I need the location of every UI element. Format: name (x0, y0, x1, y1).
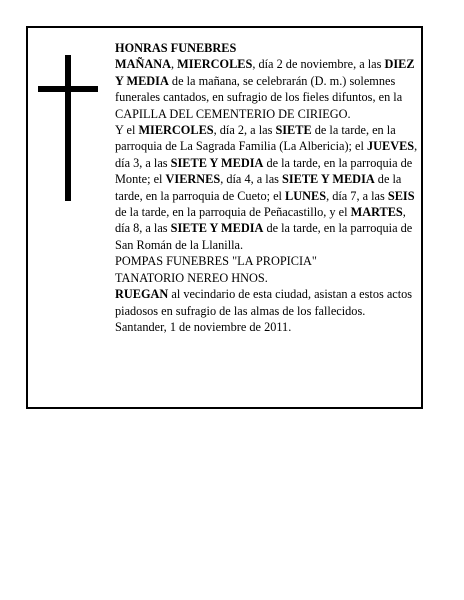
venue-line: CAPILLA DEL CEMENTERIO DE CIRIEGO. (115, 106, 351, 121)
request-paragraph: RUEGAN al vecindario de esta ciudad, asistan a estos actos piadosos en sufragio de las almas de los fallecidos. (115, 287, 413, 318)
funeral-home-line: POMPAS FUNEBRES "LA PROPICIA" (115, 254, 317, 269)
intro-paragraph: MAÑANA, MIERCOLES, día 2 de noviembre, a las DIEZ Y MEDIA de la mañana, se celebrarán (D. m.) solemnes funerales cantados, en sufragio de los fieles difuntos, en la (115, 57, 415, 105)
cross-horizontal-bar (38, 86, 98, 92)
cross-vertical-bar (65, 55, 71, 201)
notice-text (115, 40, 418, 335)
cross-icon (38, 55, 98, 201)
place-date-line: Santander, 1 de noviembre de 2011. (115, 319, 292, 334)
obituary-notice (26, 26, 423, 409)
schedule-paragraph: Y el MIERCOLES, día 2, a las SIETE de la tarde, en la parroquia de La Sagrada Familia (La Albericia); el JUEVES, día 3, a las SIETE Y MEDIA de la tarde, en la parroquia de Monte; el VIERNES, día 4, a las SIETE Y MEDIA de la tarde, en la parroquia de Cueto; el LUNES, día 7, a las SEIS de la tarde, en la parroquia de Peñacastillo, y el MARTES, día 8, a las SIETE Y MEDIA de la tarde, en la parroquia de San Román de la Llanilla. (115, 123, 418, 252)
funeral-parlor-line: TANATORIO NEREO HNOS. (115, 270, 268, 285)
notice-title: HONRAS FUNEBRES (115, 41, 237, 55)
